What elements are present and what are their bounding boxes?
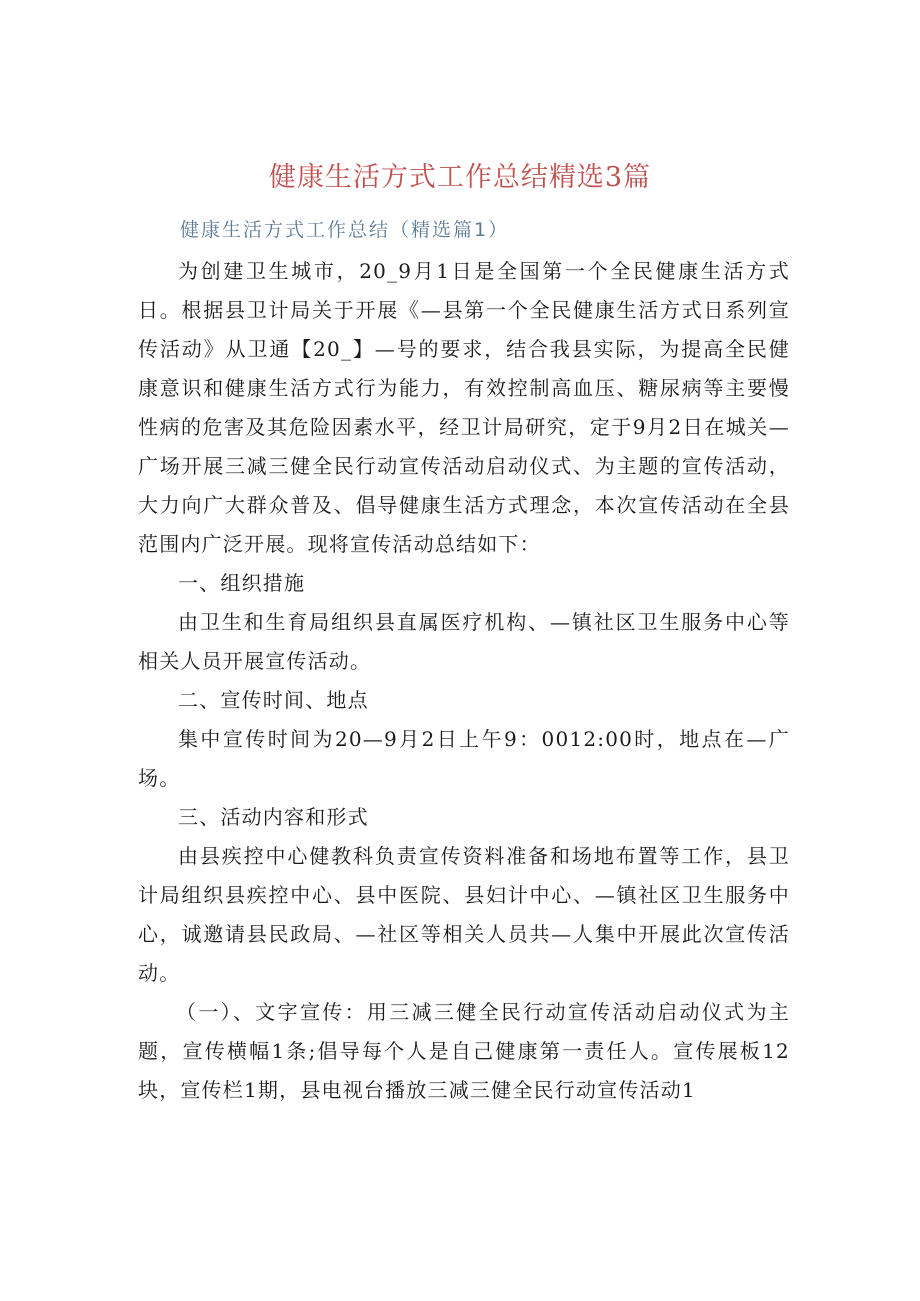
paragraph-time-place: 集中宣传时间为20—9月2日上午9：0012:00时，地点在—广场。 bbox=[138, 727, 790, 790]
heading-time-place: 二、宣传时间、地点 bbox=[178, 688, 369, 712]
heading-content-form: 三、活动内容和形式 bbox=[178, 805, 369, 829]
document-title: 健康生活方式工作总结精选3篇 bbox=[268, 162, 652, 193]
paragraph-organization: 由卫生和生育局组织县直属医疗机构、—镇社区卫生服务中心等相关人员开展宣传活动。 bbox=[138, 610, 790, 673]
heading-organization: 一、组织措施 bbox=[178, 571, 306, 595]
paragraph-content-form: 由县疾控中心健教科负责宣传资料准备和场地布置等工作，县卫计局组织县疾控中心、县中医院、县妇计中心、—镇社区卫生服务中心，诚邀请县民政局、—社区等相关人员共—人集中开展此次宣传活动。 bbox=[138, 844, 790, 985]
document-body bbox=[138, 252, 790, 1110]
paragraph-intro: 为创建卫生城市，20_9月1日是全国第一个全民健康生活方式日。根据县卫计局关于开展《—县第一个全民健康生活方式日系列宣传活动》从卫通【20_】—号的要求，结合我县实际，为提高全民健康意识和健康生活方式行为能力，有效控制高血压、糖尿病等主要慢性病的危害及其危险因素水平，经卫计局研究，定于9月2日在城关—广场开展三减三健全民行动宣传活动启动仪式、为主题的宣传活动，大力向广大群众普及、倡导健康生活方式理念，本次宣传活动在全县范围内广泛开展。现将宣传活动总结如下： bbox=[138, 259, 790, 556]
paragraph-text-publicity: （一）、文字宣传：用三减三健全民行动宣传活动启动仪式为主题，宣传横幅1条;倡导每个人是自己健康第一责任人。宣传展板12块，宣传栏1期，县电视台播放三减三健全民行动宣传活动1 bbox=[138, 1000, 790, 1102]
document-subtitle: 健康生活方式工作总结（精选篇1） bbox=[180, 219, 510, 241]
